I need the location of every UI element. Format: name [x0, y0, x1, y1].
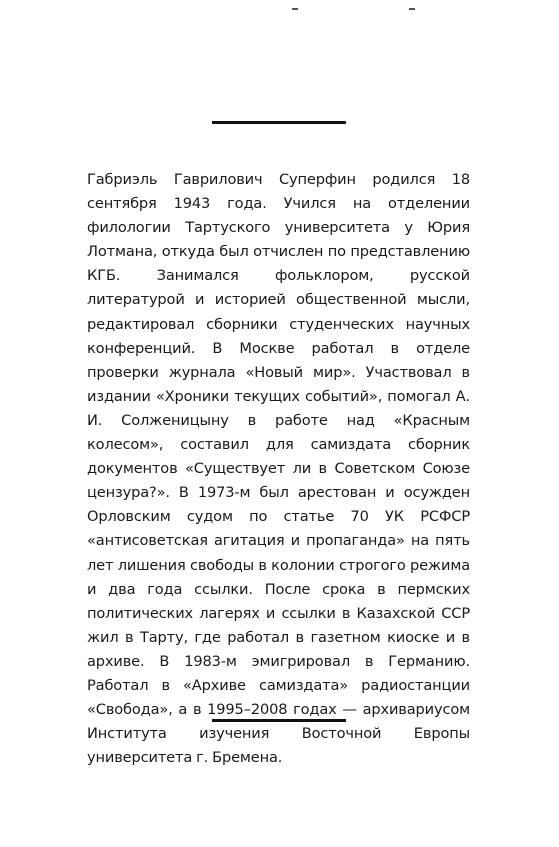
- bottom-divider-rule: [212, 719, 346, 722]
- top-edge-mark-left: [292, 8, 298, 10]
- top-edge-mark-right: [409, 8, 415, 10]
- biography-paragraph: Габриэль Гаврилович Суперфин родился 18 сентября 1943 года. Учился на отделении филологии Тартуского университета у Юрия Лотмана, откуда был отчислен по представлению КГБ. Занимался фольклором, русской литературой и историей общественной мысли, редактировал сборники студенческих научных конференций. В Москве работал в отделе проверки журнала «Новый мир». Участвовал в издании «Хроники текущих событий», помогал А. И. Солженицыну в работе над «Красным колесом», составил для самиздата сборник документов «Существует ли в Советском Союзе цензура?». В 1973-м был арестован и осужден Орловским судом по статье 70 УК РСФСР «антисоветская агитация и пропаганда» на пять лет лишения свободы в колонии строгого режима и два года ссылки. После срока в пермских политических лагерях и ссылки в Казахской ССР жил в Тарту, где работал в газетном киоске и в архиве. В 1983-м эмигрировал в Германию. Работал в «Архиве самиздата» радиостанции «Свобода», а в 1995–2008 годах — архивариусом Института изучения Восточной Европы университета г. Бремена.: [87, 171, 470, 767]
- top-divider-rule: [212, 121, 346, 124]
